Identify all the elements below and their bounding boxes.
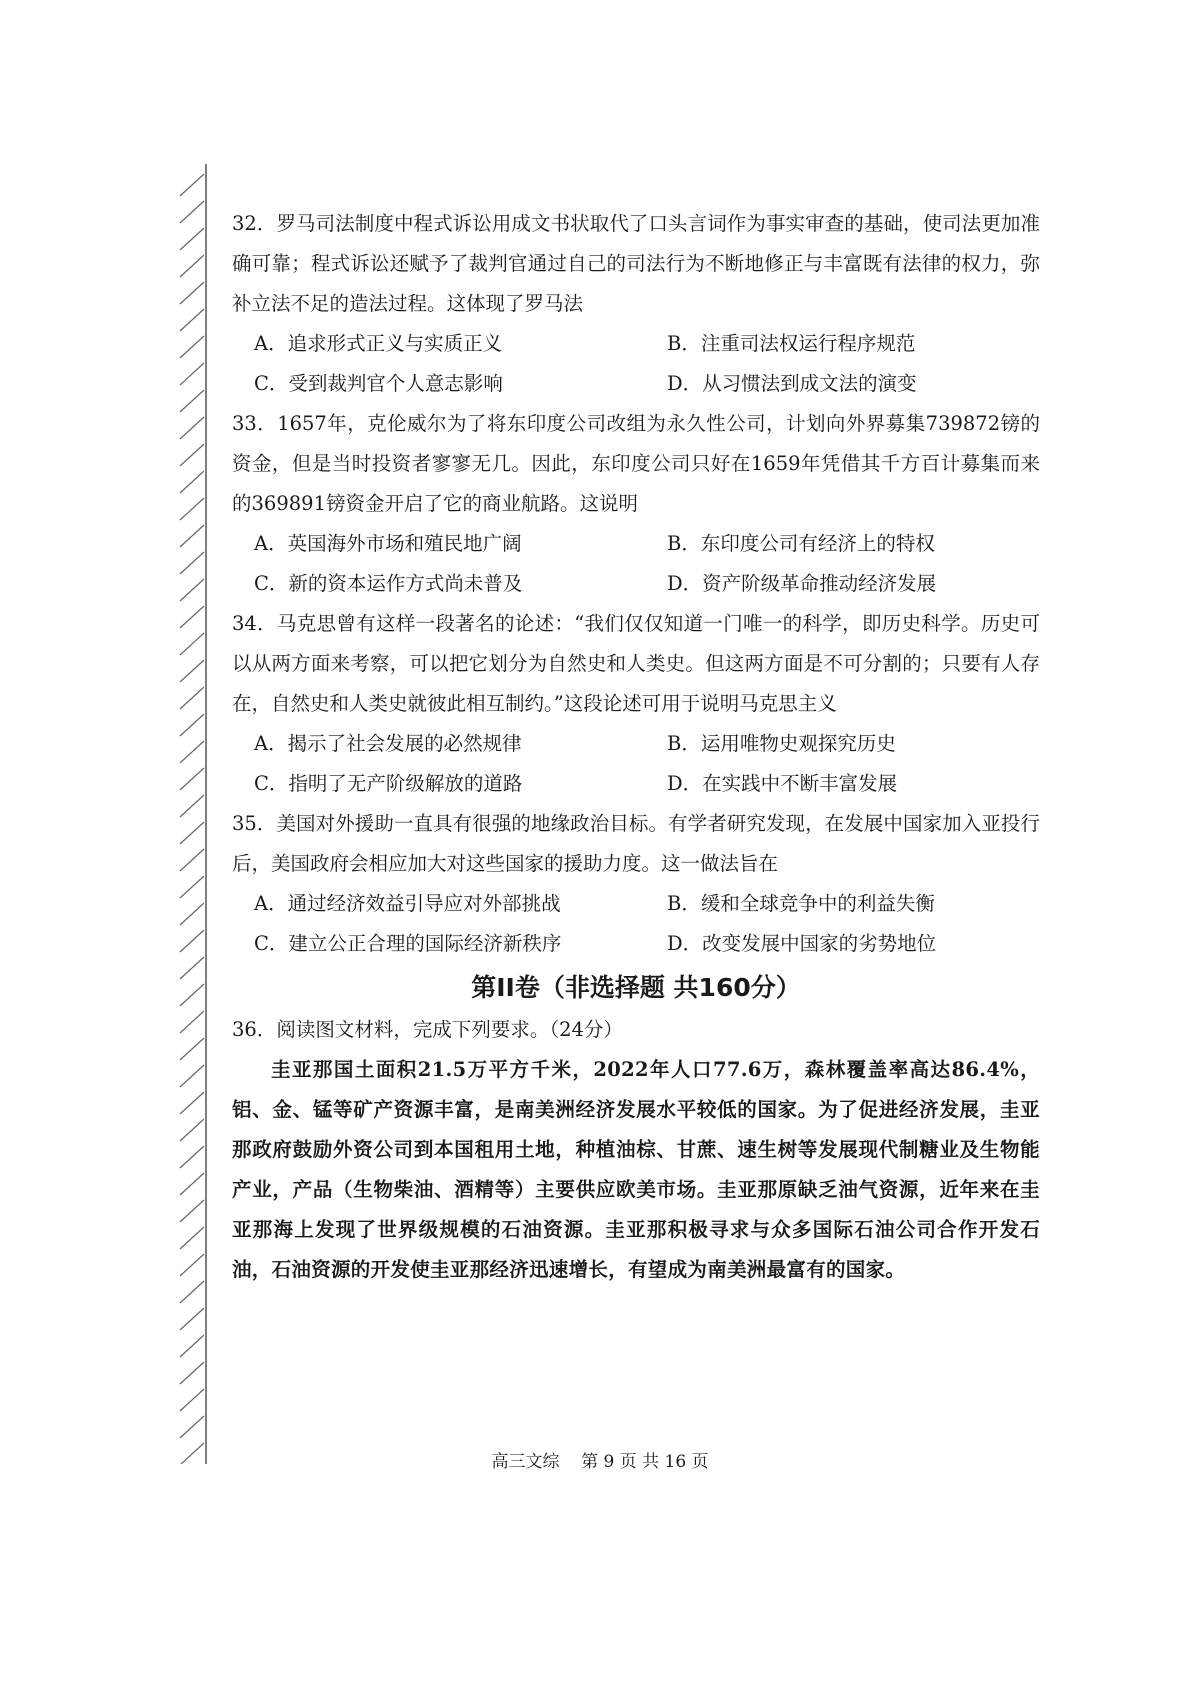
option-b: B．运用唯物史观探究历史	[667, 732, 896, 755]
option-d: D．从习惯法到成文法的演变	[667, 372, 917, 395]
question-stem: 36．阅读图文材料，完成下列要求。（24分）	[232, 1018, 623, 1041]
question-36	[232, 1010, 1040, 1290]
options	[232, 724, 1040, 804]
page-footer	[0, 1450, 1200, 1474]
reading-material: 圭亚那国土面积21.5万平方千米，2022年人口77.6万，森林覆盖率高达86.4%，铝、金、锰等矿产资源丰富，是南美洲经济发展水平较低的国家。为了促进经济发展，圭亚那政府鼓励外资公司到本国租用土地，种植油棕、甘蔗、速生树等发展现代制糖业及生物能产业，产品（生物柴油、酒精等）主要供应欧美市场。圭亚那原缺乏油气资源，近年来在圭亚那海上发现了世界级规模的石油资源。圭亚那积极寻求与众多国际石油公司合作开发石油，石油资源的开发使圭亚那经济迅速增长，有望成为南美洲最富有的国家。	[232, 1058, 1040, 1281]
option-d: D．改变发展中国家的劣势地位	[667, 932, 937, 955]
exam-content	[232, 204, 1040, 1290]
options	[232, 884, 1040, 964]
option-c: C．受到裁判官个人意志影响	[254, 372, 503, 395]
option-a: A．追求形式正义与实质正义	[254, 332, 503, 355]
question-35	[232, 804, 1040, 964]
question-32	[232, 204, 1040, 404]
footer-page-number: 第 9 页 共 16 页	[581, 1452, 709, 1472]
option-a: A．通过经济效益引导应对外部挑战	[254, 892, 561, 915]
question-stem: 35．美国对外援助一直具有很强的地缘政治目标。有学者研究发现，在发展中国家加入亚投行后，美国政府会相应加大对这些国家的援助力度。这一做法旨在	[232, 812, 1040, 875]
options	[232, 524, 1040, 604]
question-stem: 32．罗马司法制度中程式诉讼用成文书状取代了口头言词作为事实审查的基础，使司法更加准确可靠；程式诉讼还赋予了裁判官通过自己的司法行为不断地修正与丰富既有法律的权力，弥补立法不足的造法过程。这体现了罗马法	[232, 212, 1040, 315]
question-stem: 34．马克思曾有这样一段著名的论述：“我们仅仅知道一门唯一的科学，即历史科学。历史可以从两方面来考察，可以把它划分为自然史和人类史。但这两方面是不可分割的；只要有人存在，自然史和人类史就彼此相互制约。”这段论述可用于说明马克思主义	[232, 612, 1040, 715]
binding-line-marks	[178, 164, 210, 1464]
option-b: B．缓和全球竞争中的利益失衡	[667, 892, 935, 915]
question-34	[232, 604, 1040, 804]
question-stem: 33．1657年，克伦威尔为了将东印度公司改组为永久性公司，计划向外界募集739872镑的资金，但是当时投资者寥寥无几。因此，东印度公司只好在1659年凭借其千方百计募集而来的369891镑资金开启了它的商业航路。这说明	[232, 412, 1040, 515]
option-c: C．建立公正合理的国际经济新秩序	[254, 932, 562, 955]
option-d: D．在实践中不断丰富发展	[667, 772, 898, 795]
option-b: B．东印度公司有经济上的特权	[667, 532, 935, 555]
option-d: D．资产阶级革命推动经济发展	[667, 572, 937, 595]
question-33	[232, 404, 1040, 604]
section-title: 第II卷（非选择题 共160分）	[471, 973, 801, 1002]
option-c: C．指明了无产阶级解放的道路	[254, 772, 523, 795]
option-a: A．英国海外市场和殖民地广阔	[254, 532, 522, 555]
options	[232, 324, 1040, 404]
footer-subject: 高三文综	[491, 1452, 560, 1472]
option-c: C．新的资本运作方式尚未普及	[254, 572, 523, 595]
option-a: A．揭示了社会发展的必然规律	[254, 732, 522, 755]
option-b: B．注重司法权运行程序规范	[667, 332, 916, 355]
